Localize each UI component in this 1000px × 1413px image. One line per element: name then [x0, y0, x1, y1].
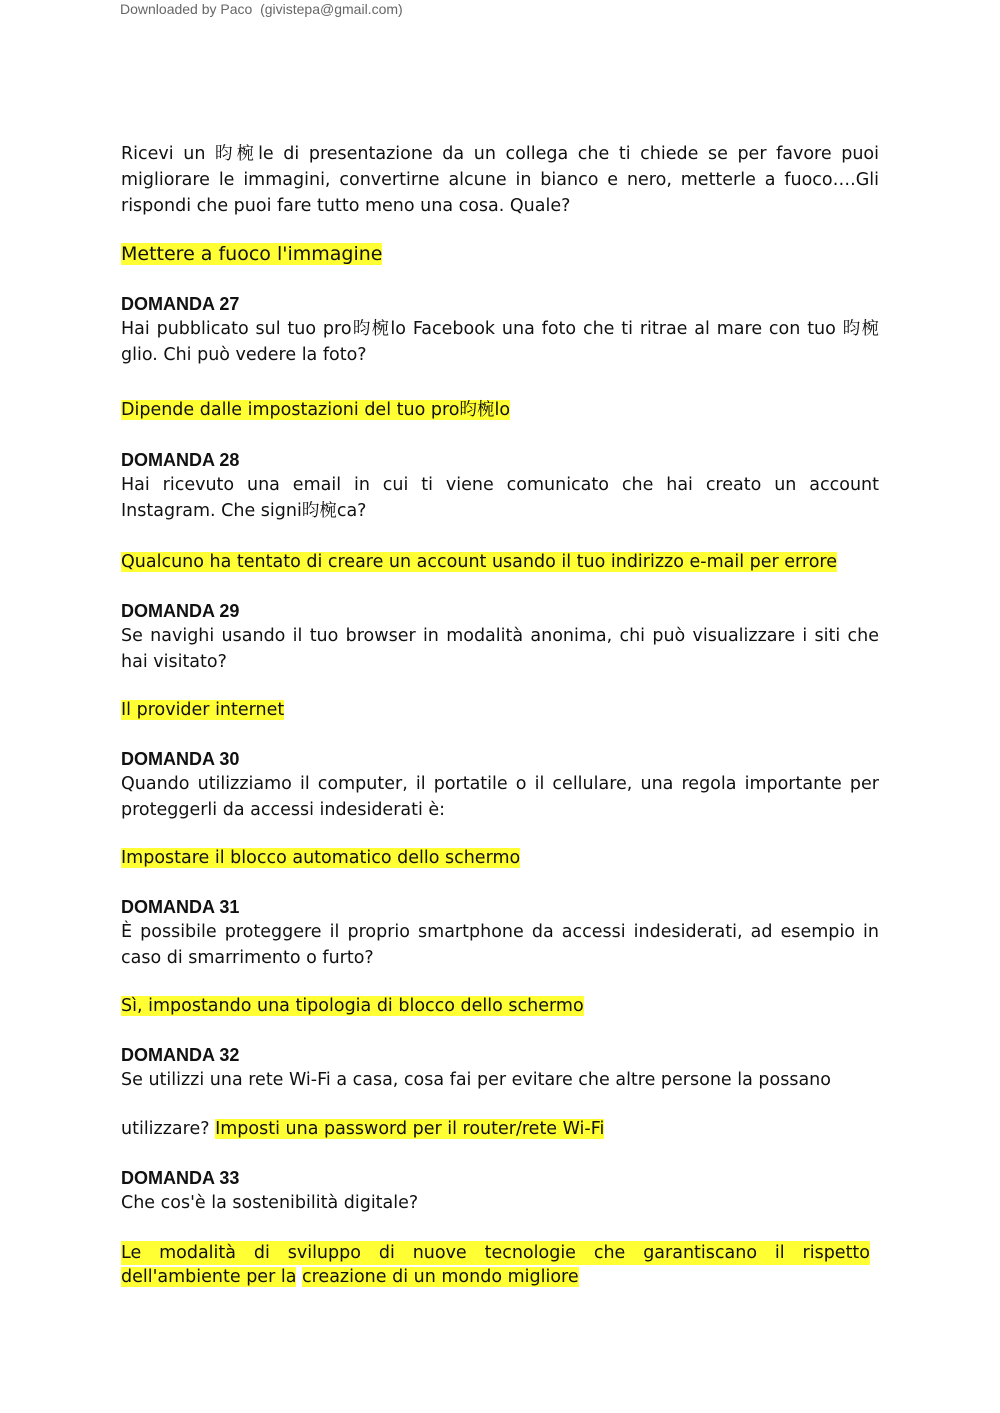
- answer-33-line-2b: creazione di un mondo migliore: [302, 1267, 579, 1287]
- question-title: DOMANDA 28: [121, 450, 240, 470]
- question-title: DOMANDA 32: [121, 1045, 240, 1065]
- question-title: DOMANDA 31: [121, 897, 240, 917]
- intro-answer-block: [121, 241, 879, 267]
- answer-28-block: [121, 550, 879, 574]
- question-30: [121, 748, 879, 823]
- answer-33-line-1: Le modalità di sviluppo di nuove tecnologie che garantiscano il rispetto: [121, 1243, 870, 1263]
- answer-28: Qualcuno ha tentato di creare un account usando il tuo indirizzo e-mail per errore: [121, 552, 838, 572]
- question-27: [121, 293, 879, 368]
- answer-31: Sì, impostando una tipologia di blocco dello schermo: [121, 996, 584, 1016]
- answer-32-block: [121, 1117, 879, 1141]
- question-title: DOMANDA 30: [121, 749, 240, 769]
- question-29: [121, 600, 879, 675]
- answer-29: Il provider internet: [121, 700, 285, 720]
- answer-31-block: [121, 994, 879, 1018]
- question-32: [121, 1044, 879, 1093]
- answer-27-block: [121, 398, 879, 422]
- answer-30-block: [121, 846, 879, 870]
- question-31: [121, 896, 879, 971]
- question-title: DOMANDA 33: [121, 1168, 240, 1188]
- answer-32: Imposti una password per il router/rete Wi-Fi: [215, 1119, 605, 1139]
- intro-answer: Mettere a fuoco l'immagine: [121, 243, 383, 265]
- question-text: Che cos'è la sostenibilità digitale?: [121, 1193, 419, 1213]
- question-text-tail: utilizzare?: [121, 1119, 210, 1139]
- intro-question: [121, 141, 879, 219]
- answer-33-block: [121, 1241, 870, 1289]
- download-header: Downloaded by Paco (givistepa@gmail.com): [120, 1, 403, 17]
- question-text: Se utilizzi una rete Wi-Fi a casa, cosa fai per evitare che altre persone la possano: [121, 1070, 831, 1090]
- question-text: Hai pubblicato sul tuo pro昀椀lo Facebook una foto che ti ritrae al mare con tuo 昀椀glio. Chi può vedere la foto?: [121, 319, 879, 365]
- answer-30: Impostare il blocco automatico dello schermo: [121, 848, 521, 868]
- question-text: Se navighi usando il tuo browser in modalità anonima, chi può visualizzare i siti che hai visitato?: [121, 626, 879, 672]
- question-title: DOMANDA 29: [121, 601, 240, 621]
- answer-27: Dipende dalle impostazioni del tuo pro昀椀lo: [121, 400, 511, 420]
- question-33: [121, 1167, 879, 1216]
- intro-question-text: Ricevi un 昀椀le di presentazione da un collega che ti chiede se per favore puoi migliorare le immagini, convertirne alcune in bianco e nero, metterle a fuoco….Gli rispondi che puoi fare tutto meno una cosa. Quale?: [121, 144, 879, 216]
- answer-33-line-2a: dell'ambiente per la: [121, 1267, 297, 1287]
- answer-29-block: [121, 698, 879, 722]
- question-text: Hai ricevuto una email in cui ti viene comunicato che hai creato un account Instagram. Che signi昀椀ca?: [121, 475, 879, 521]
- question-title: DOMANDA 27: [121, 294, 240, 314]
- question-text: Quando utilizziamo il computer, il portatile o il cellulare, una regola importante per proteggerli da accessi indesiderati è:: [121, 774, 879, 820]
- question-28: [121, 449, 879, 524]
- question-text: È possibile proteggere il proprio smartphone da accessi indesiderati, ad esempio in caso di smarrimento o furto?: [121, 922, 879, 968]
